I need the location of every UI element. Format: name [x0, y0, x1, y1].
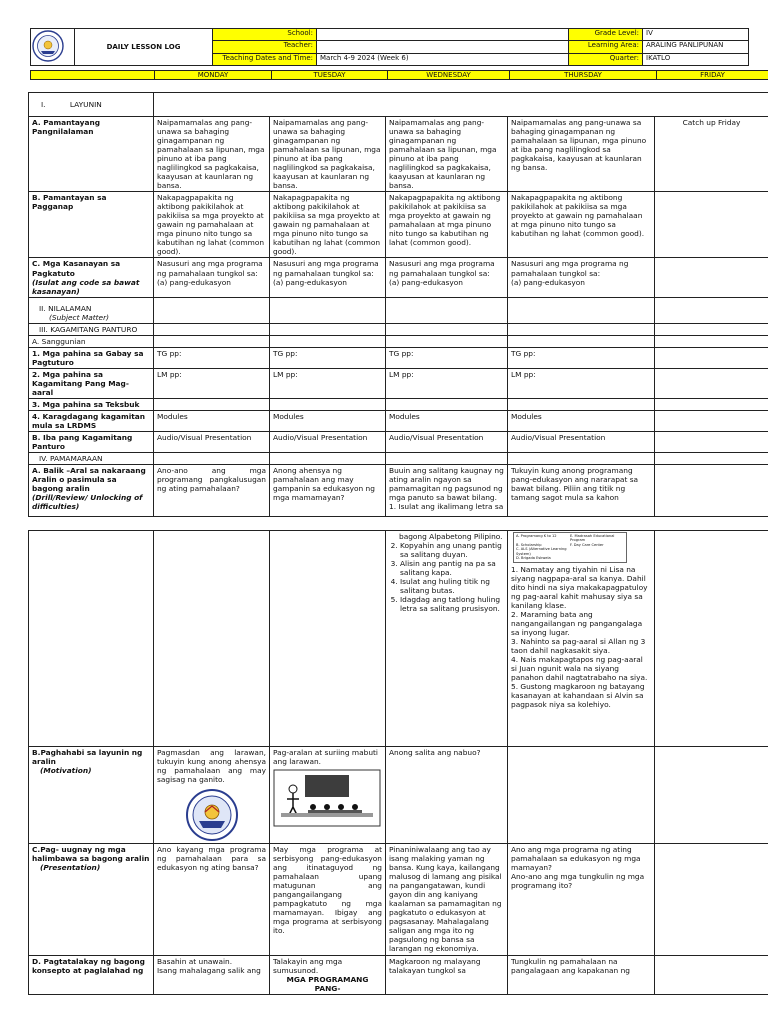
section-pamamaraan: IV. PAMAMARAAN	[29, 452, 768, 464]
section-nilalaman: II. NILALAMAN (Subject Matter)	[29, 297, 768, 323]
row-label: 3. Mga pahina sa Teksbuk	[29, 398, 154, 410]
table-row	[29, 465, 768, 517]
day-wednesday: WEDNESDAY	[388, 71, 510, 80]
table-row	[29, 844, 768, 956]
sanggunian-label: A. Sanggunian	[29, 335, 154, 347]
cell-wed: Buuin ang salitang kaugnay ng ating aralin ngayon sa pamamagitan ng pagsunod ng mga panuto sa bawat bilang. 1. Isulat ang ikalimang letra sa	[386, 465, 508, 517]
dates-label: Teaching Dates and Time:	[213, 53, 317, 65]
cell-thu: Ano ang mga programa ng ating pamahalaan sa edukasyon ng mga mamayan? Ano-ano ang mga tungkulin ng mga programang ito?	[508, 844, 655, 956]
cell-wed: Magkaroon ng malayang talakayan tungkol sa	[386, 956, 508, 995]
school-label: School:	[213, 29, 317, 41]
day-monday: MONDAY	[155, 71, 272, 80]
grade-label: Grade Level:	[569, 29, 643, 41]
row-label: C.Pag- uugnay ng mga halimbawa sa bagong aralin (Presentation)	[29, 844, 154, 956]
cell-wed: bagong Alpabetong Pilipino. 2. Kopyahin ang unang pantig sa salitang duyan. 3. Alisin ang pantig na pa sa salitang kapa. 4. Isulat ang huling titik ng salitang butas. 5. Idagdag ang tatlong huling letra sa salitang prusisyon.	[386, 531, 508, 747]
row-label: B. Iba pang Kagamitang Panturo	[29, 431, 154, 452]
cell-tue: Naipamamalas ang pang-unawa sa bahaging ginagampanan ng pamahalaan sa lipunan, mga pinuno at iba pang naglilingkod sa pagkakaisa, kaayusan at kaunlaran ng bansa.	[270, 117, 386, 192]
row-label: B. Pamantayan sa Pagganap	[29, 192, 154, 258]
doc-title: DAILY LESSON LOG	[75, 29, 213, 66]
cell-tue: Pag-aralan at suriing mabuti ang larawan.	[270, 747, 386, 844]
table-row	[29, 258, 768, 297]
deped-logo-icon	[185, 788, 239, 842]
area-label: Learning Area:	[569, 41, 643, 53]
cell-tue: Nakapagpapakita ng aktibong pakikilahok at pakikiisa sa mga proyekto at gawain ng pamahalaan at mga pinuno nito tungo sa kabutihan ng lahat (common good).	[270, 192, 386, 258]
section-title: LAYUNIN	[69, 99, 102, 109]
row-label: A. Pamantayang Pangnilalaman	[29, 117, 154, 192]
cell-wed: Anong salita ang nabuo?	[386, 747, 508, 844]
wed-list: 2. Kopyahin ang unang pantig sa salitang duyan. 3. Alisin ang pantig na pa sa salitang kapa. 4. Isulat ang huling titik ng salitang butas. 5. Idagdag ang tatlong huling letra sa salitang prusisyon.	[389, 541, 504, 613]
row-label: D. Pagtatalakay ng bagong konsepto at paglalahad ng	[29, 956, 154, 995]
cell-mon: Naipamamalas ang pang-unawa sa bahaging ginagampanan ng pamahalaan sa lipunan, mga pinuno at iba pang naglilingkod sa pagkakaisa, kaayusan at kaunlaran ng bansa.	[154, 117, 270, 192]
day-header	[30, 70, 768, 80]
row-label: B.Paghahabi sa layunin ng aralin (Motivation)	[29, 747, 154, 844]
quarter-value[interactable]: IKATLO	[643, 53, 749, 65]
row-label: C. Mga Kasanayan sa Pagkatuto (Isulat ang code sa bawat kasanayan)	[29, 258, 154, 297]
cell-tue: Anong ahensya ng pamahalaan ang may gampanin sa edukasyon ng mga mamamayan?	[270, 465, 386, 517]
row-label: 2. Mga pahina sa Kagamitang Pang Mag-aaral	[29, 368, 154, 398]
cell-mon: Pagmasdan ang larawan, tukuyin kung anong ahensya ng pamahalaan ang may sagisag na ganito.	[154, 747, 270, 844]
header-table	[30, 28, 749, 66]
choices-box: A. Programang K to 12 E. Madrasah Educational Program B. Scholarship F. Day Care Center C. ALS (Alternative Learning System) D. Brigada Eskwela	[513, 532, 627, 563]
cell-tue: Talakayin ang mga sumusunod. MGA PROGRAMANG PANG-	[270, 956, 386, 995]
lesson-table-2	[28, 530, 768, 995]
cell-wed: Naipamamalas ang pang-unawa sa bahaging ginagampanan ng pamahalaan sa lipunan, mga pinuno at iba pang naglilingkod sa pagkakaisa, kaayusan at kaunlaran ng bansa.	[386, 117, 508, 192]
cell-mon: Ano-ano ang mga programang pangkalusugan ng ating pamahalaan?	[154, 465, 270, 517]
cell-fri: Catch up Friday	[655, 117, 768, 192]
cell-thu: A. Programang K to 12 E. Madrasah Educational Program B. Scholarship F. Day Care Center C. ALS (Alternative Learning System) D. Brigada Eskwela 1. Namatay ang tiyahin ni Lisa na siyang nagpapa-aral sa kanya. Dahil dito hindi na siya makakapagpatuloy ng pag-aaral kahit mahusay siya sa kanilang klase. 2. Maraming bata ang nangangailangan ng pangangalaga sa inyong lugar. 3. Nahinto sa pag-aaral si Allan ng 3 taon dahil nagkasakit siya. 4. Nais makapagtapos ng pag-aaral si Juan ngunit wala na siyang panahon dahil nagtatrabaho na siya. 5. Gustong magkaroon ng batayang kasanayan at kahandaan si Alvin sa pagpasok niya sa kolehiyo.	[508, 531, 655, 747]
table-row	[29, 956, 768, 995]
day-thursday: THURSDAY	[510, 71, 657, 80]
cell-mon: Basahin at unawain. Isang mahalagang salik ang	[154, 956, 270, 995]
school-value[interactable]	[317, 29, 569, 41]
table-row	[29, 192, 768, 258]
teacher-value[interactable]	[317, 41, 569, 53]
day-tuesday: TUESDAY	[272, 71, 388, 80]
quarter-label: Quarter:	[569, 53, 643, 65]
day-friday: FRIDAY	[657, 71, 768, 80]
table-row	[29, 531, 768, 747]
dates-value[interactable]: March 4-9 2024 (Week 6)	[317, 53, 569, 65]
cell-mon: Ano kayang mga programa ng pamahalaan para sa edukasyon ng ating bansa?	[154, 844, 270, 956]
table-row	[29, 747, 768, 844]
cell-thu: Nasusuri ang mga programa ng pamahalaan tungkol sa: (a) pang-edukasyon	[508, 258, 655, 297]
row-label: A. Balik –Aral sa nakaraang Aralin o pasimula sa bagong aralin (Drill/Review/ Unlocking of difficulties)	[29, 465, 154, 517]
cell-thu: Naipamamalas ang pang-unawa sa bahaging ginagampanan ng pamahalaan sa lipunan, mga pinuno at iba pang naglilingkod sa pagkakaisa, kaayusan at kaunlaran ng bansa.	[508, 117, 655, 192]
row-label: 4. Karagdagang kagamitan mula sa LRDMS	[29, 410, 154, 431]
cell-tue: May mga programa at serbisyong pang-edukasyon ang itinataguyod ng pamahalaan upang matugunan ang pangangailangang pampagkatuto ng mga mamamayan. Ibigay ang mga programa at serbisyong ito.	[270, 844, 386, 956]
teacher-label: Teacher:	[213, 41, 317, 53]
cell-tue: Nasusuri ang mga programa ng pamahalaan tungkol sa: (a) pang-edukasyon	[270, 258, 386, 297]
cell-mon: Nasusuri ang mga programa ng pamahalaan tungkol sa: (a) pang-edukasyon	[154, 258, 270, 297]
section-num: I.	[41, 99, 46, 109]
section-layunin	[29, 93, 154, 117]
area-value[interactable]: ARALING PANLIPUNAN	[643, 41, 749, 53]
cell-wed: Pinaniniwalaang ang tao ay isang malaking yaman ng bansa. Kung kaya, kailangang malusog di lamang ang pisikal na pangangatawan, kundi gayon din ang kaniyang kaalaman sa pamamagitan ng pagkatuto o edukasyon at pagsasanay. Mahalagalang saligan ang mga ito ng pagsulong ng bansa sa larangan ng ekonomiya.	[386, 844, 508, 956]
row-label: 1. Mga pahina sa Gabay sa Pagtuturo	[29, 347, 154, 368]
grade-value[interactable]: IV	[643, 29, 749, 41]
lesson-table-1: I. LAYUNIN A. Pamantayang Pangnilalaman Naipamamalas ang pang-unawa sa bahaging ginagampanan ng pamahalaan sa lipunan, mga pinuno at iba pang naglilingkod sa pagkakaisa, kaayusan at kaunlaran ng bansa. Naipamamalas ang pang-unawa sa bahaging ginagampanan ng pamahalaan sa lipunan, mga pinuno at iba pang naglilingkod sa pagkakaisa, kaayusan at kaunlaran ng bansa. Naipamamalas ang pang-unawa sa bahaging ginagampanan ng pamahalaan sa lipunan, mga pinuno at iba pang naglilingkod sa pagkakaisa, kaayusan at kaunlaran ng bansa. Naipamamalas ang pang-unawa sa bahaging ginagampanan ng pamahalaan sa lipunan, mga pinuno at iba pang naglilingkod sa pagkakaisa, kaayusan at kaunlaran ng bansa. Catch up Friday B. Pamantayan sa Pagganap Nakapagpapakita ng aktibong pakikilahok at pakikiisa sa mga proyekto at gawain ng pamahalaan at mga pinuno nito tungo sa kabutihan ng lahat (common good). Nakapagpapakita ng aktibong pakikilahok at pakikiisa sa mga proyekto at gawain ng pamahalaan at mga pinuno nito tungo sa kabutihan ng lahat (common good). Nakapagpapakita ng aktibong pakikilahok at pakikiisa sa mga proyekto at gawain ng pamahalaan at mga pinuno nito tungo sa kabutihan ng lahat (common good). Nakapagpapakita ng aktibong pakikilahok at pakikiisa sa mga proyekto at gawain ng pamahalaan at mga pinuno nito tungo sa kabutihan ng lahat (common good). C. Mga Kasanayan sa Pagkatuto (Isulat ang code sa bawat kasanayan) Nasusuri ang mga programa ng pamahalaan tungkol sa: (a) pang-edukasyon Nasusuri ang mga programa ng pamahalaan tungkol sa: (a) pang-edukasyon Nasusuri ang mga programa ng pamahalaan tungkol sa: (a) pang-edukasyon Nasusuri ang mga programa ng pamahalaan tungkol sa: (a) pang-edukasyon II. NILALAMAN (Subject Matter) III. KAGAMITANG PANTURO A. Sanggunian 1. Mga pahina sa Gabay sa Pagtuturo TG pp: TG pp: TG pp: TG pp: 2. Mga pahina sa Kagamitang Pang Mag-aaral LM pp: LM pp: LM pp: LM pp: 3. Mga pahina sa Teksbuk 4. Karagdagang kagamitan mula sa LRDMS Modules Modules Modules Modules B. Iba pang Kagamitang Panturo Audio/Visual Presentation Audio/Visual Presentation Audio/Visual Presentation Audio/Visual Presentation IV. PAMAMARAAN A. Balik –Aral sa nakaraang Aralin o pasimula sa bagong aralin (Drill/Review/ Unlocking of difficulties) Ano-ano ang mga programang pangkalusugan ng ating pamahalaan? Anong ahensya ng pamahalaan ang may gampanin sa edukasyon ng mga mamamayan? Buuin ang salitang kaugnay ng ating aralin ngayon sa pamamagitan ng pagsunod ng mga panuto sa bawat bilang. 1. Isulat ang ikalimang letra sa Tukuyin kung anong programang pang-edukasyon ang nararapat sa bawat bilang. Piliin ang titik ng tamang sagot mula sa kahon	[28, 92, 768, 517]
classroom-illustration	[273, 769, 381, 827]
deped-seal	[31, 29, 75, 66]
cell-wed: Nakapagpapakita ng aktibong pakikilahok at pakikiisa sa mga proyekto at gawain ng pamahalaan at mga pinuno nito tungo sa kabutihan ng lahat (common good).	[386, 192, 508, 258]
cell-thu: Nakapagpapakita ng aktibong pakikilahok at pakikiisa sa mga proyekto at gawain ng pamahalaan at mga pinuno nito tungo sa kabutihan ng lahat (common good).	[508, 192, 655, 258]
cell-thu: Tungkulin ng pamahalaan na pangalagaan ang kapakanan ng	[508, 956, 655, 995]
section-kagamitan: III. KAGAMITANG PANTURO	[29, 323, 768, 335]
cell-thu: Tukuyin kung anong programang pang-edukasyon ang nararapat sa bawat bilang. Piliin ang titik ng tamang sagot mula sa kahon	[508, 465, 655, 517]
cell-mon: Nakapagpapakita ng aktibong pakikilahok at pakikiisa sa mga proyekto at gawain ng pamahalaan at mga pinuno nito tungo sa kabutihan ng lahat (common good).	[154, 192, 270, 258]
deped-seal-icon	[32, 30, 64, 62]
table-row	[29, 117, 768, 192]
cell-wed: Nasusuri ang mga programa ng pamahalaan tungkol sa: (a) pang-edukasyon	[386, 258, 508, 297]
